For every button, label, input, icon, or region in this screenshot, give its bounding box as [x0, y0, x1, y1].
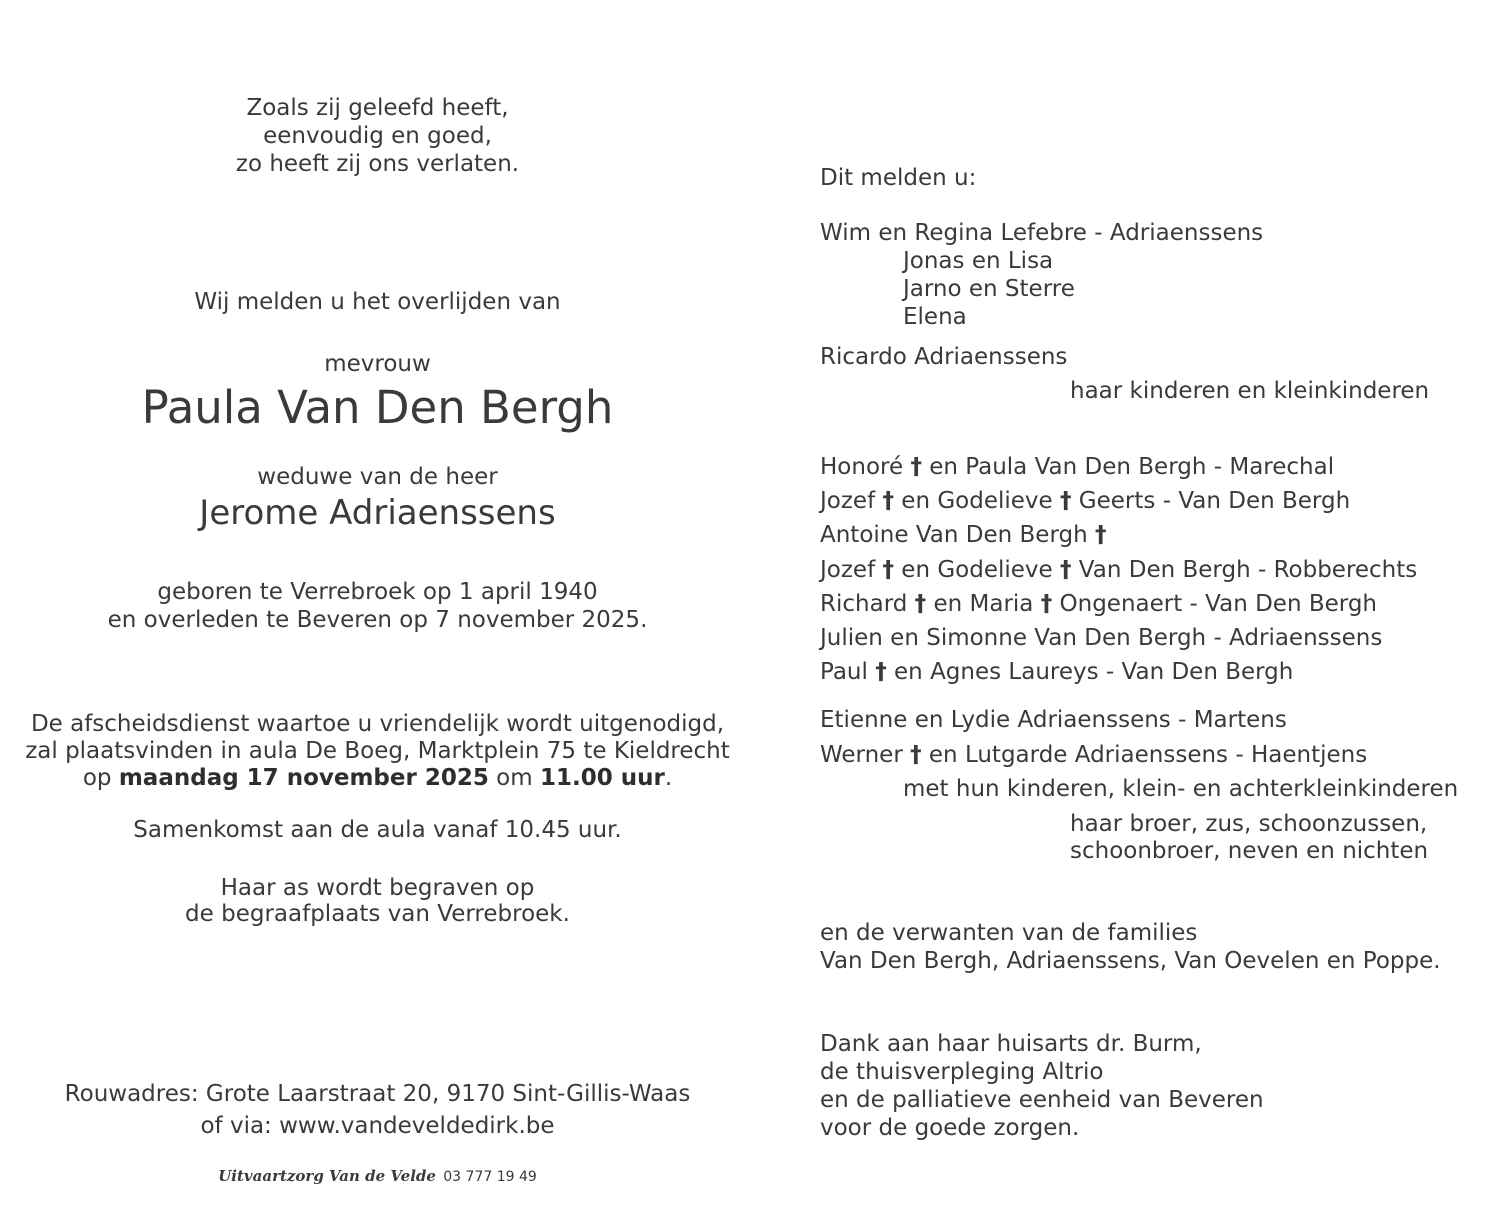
service-time: 11.00 uur — [539, 765, 665, 791]
burial-line-2: de begraafplaats van Verrebroek. — [185, 901, 570, 927]
sibling-line: Jozef † en Godelieve † Geerts - Van Den Bergh — [820, 488, 1351, 514]
undertaker-phone: 03 777 19 49 — [443, 1169, 537, 1185]
quote-line-3: zo heeft zij ons verlaten. — [235, 151, 520, 177]
families-line-2: Van Den Bergh, Adriaenssens, Van Oevelen en Poppe. — [820, 948, 1441, 974]
salutation: mevrouw — [324, 351, 431, 377]
gathering-line: Samenkomst aan de aula vanaf 10.45 uur. — [133, 817, 622, 843]
service-line-3 — [20, 764, 735, 792]
service-date: maandag 17 november 2025 — [118, 765, 489, 791]
with-children-line: met hun kinderen, klein- en achterkleinkinderen — [903, 776, 1459, 802]
service-line-2: zal plaatsvinden in aula De Boeg, Marktplein 75 te Kieldrecht — [25, 738, 730, 764]
siblings-label-1: haar broer, zus, schoonzussen, — [1070, 811, 1428, 837]
announcement: Wij melden u het overlijden van — [194, 289, 561, 315]
sibling-line: Richard † en Maria † Ongenaert - Van Den Bergh — [820, 591, 1377, 617]
birth-line: geboren te Verrebroek op 1 april 1940 — [157, 579, 598, 605]
sibling-line: Paul † en Agnes Laureys - Van Den Bergh — [820, 659, 1294, 685]
thanks-line-3: en de palliatieve eenheid van Beveren — [820, 1087, 1264, 1113]
sibling-line: Honoré † en Paula Van Den Bergh - Marechal — [820, 454, 1335, 480]
undertaker-logo: Uitvaartzorg Van de Velde — [218, 1167, 436, 1185]
sibling-line: Julien en Simonne Van Den Bergh - Adriaenssens — [820, 625, 1383, 651]
child-1: Wim en Regina Lefebre - Adriaenssens — [820, 220, 1264, 246]
service-pre: op — [82, 765, 119, 791]
sibling-line: Jozef † en Godelieve † Van Den Bergh - Robberechts — [820, 557, 1418, 583]
children-label: haar kinderen en kleinkinderen — [1070, 378, 1430, 404]
service-mid: om — [488, 765, 540, 791]
service-line-1: De afscheidsdienst waartoe u vriendelijk wordt uitgenodigd, — [30, 711, 725, 737]
death-line: en overleden te Beveren op 7 november 2025. — [107, 607, 648, 633]
service-post: . — [664, 765, 673, 791]
widow-of: weduwe van de heer — [257, 464, 498, 490]
sibling-line: Werner † en Lutgarde Adriaenssens - Haentjens — [820, 742, 1368, 768]
website-line: of via: www.vandeveldedirk.be — [200, 1113, 555, 1139]
grandchild-1: Jonas en Lisa — [903, 248, 1054, 274]
child-2: Ricardo Adriaenssens — [820, 344, 1068, 370]
deceased-name: Paula Van Den Bergh — [141, 381, 614, 434]
siblings-label-2: schoonbroer, neven en nichten — [1070, 838, 1429, 864]
spouse-name: Jerome Adriaenssens — [199, 493, 556, 533]
thanks-line-4: voor de goede zorgen. — [820, 1115, 1080, 1141]
thanks-line-1: Dank aan haar huisarts dr. Burm, — [820, 1031, 1202, 1057]
mourning-address: Rouwadres: Grote Laarstraat 20, 9170 Sint-Gillis-Waas — [64, 1081, 691, 1107]
grandchild-2: Jarno en Sterre — [903, 276, 1075, 302]
sibling-line: Antoine Van Den Bergh † — [820, 522, 1107, 548]
burial-line-1: Haar as wordt begraven op — [220, 875, 535, 901]
intro-line: Dit melden u: — [820, 165, 977, 191]
footer-undertaker — [20, 1160, 735, 1191]
quote-line-2: eenvoudig en goed, — [263, 123, 492, 149]
thanks-line-2: de thuisverpleging Altrio — [820, 1059, 1104, 1085]
families-line-1: en de verwanten van de families — [820, 920, 1198, 946]
quote-line-1: Zoals zij geleefd heeft, — [246, 95, 509, 121]
grandchild-3: Elena — [903, 304, 967, 330]
sibling-line: Etienne en Lydie Adriaenssens - Martens — [820, 707, 1287, 733]
